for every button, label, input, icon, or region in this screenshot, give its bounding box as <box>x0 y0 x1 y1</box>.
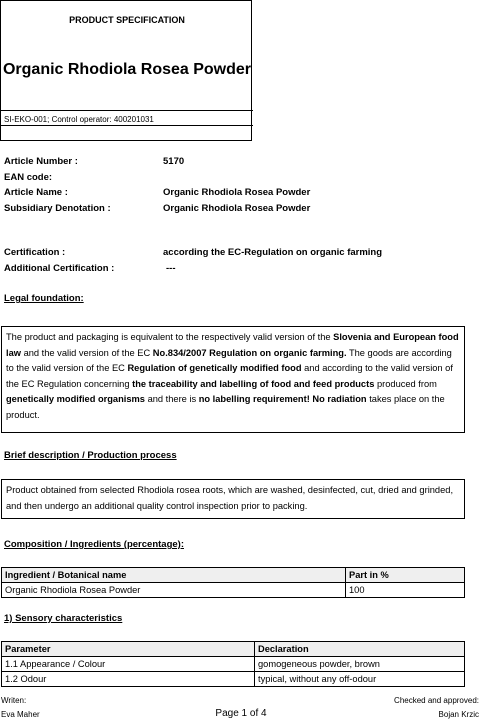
divider <box>1 125 253 126</box>
column-header-part: Part in % <box>346 568 465 583</box>
document-type: PRODUCT SPECIFICATION <box>69 15 185 25</box>
declaration-cell: typical, without any off-odour <box>255 672 465 687</box>
legal-foundation-heading: Legal foundation: <box>4 293 84 304</box>
certification-label: Certification : <box>4 247 66 258</box>
control-operator-line: SI-EKO-001; Control operator: 400201031 <box>4 115 154 124</box>
article-number-value: 5170 <box>163 156 185 167</box>
part-cell: 100 <box>346 583 465 598</box>
approver-name: Bojan Krzic <box>438 710 479 719</box>
subsidiary-value: Organic Rhodiola Rosea Powder <box>163 203 311 214</box>
author-name: Eva Maher <box>1 710 40 719</box>
composition-table <box>1 567 465 598</box>
column-header-ingredient: Ingredient / Botanical name <box>2 568 346 583</box>
parameter-cell: 1.2 Odour <box>2 672 255 687</box>
spec-header <box>0 0 252 141</box>
brief-description-heading: Brief description / Production process <box>4 450 177 461</box>
sensory-heading: 1) Sensory characteristics <box>4 613 123 624</box>
page-number: Page 1 of 4 <box>215 708 267 719</box>
table-row <box>2 583 465 598</box>
additional-certification-label: Additional Certification : <box>4 263 115 274</box>
subsidiary-label: Subsidiary Denotation : <box>4 203 111 214</box>
table-row <box>2 657 465 672</box>
brief-description-text: Product obtained from selected Rhodiola rosea roots, which are washed, desinfected, cut, dried and grinded, and then undergo an additional quality control inspection prior to packing. <box>1 479 465 519</box>
article-number-label: Article Number : <box>4 156 78 167</box>
written-label: Writen: <box>1 696 27 705</box>
ingredient-cell: Organic Rhodiola Rosea Powder <box>2 583 346 598</box>
table-row <box>2 672 465 687</box>
divider <box>1 110 253 111</box>
composition-heading: Composition / Ingredients (percentage): <box>4 539 184 550</box>
table-header-row <box>2 642 465 657</box>
approved-label: Checked and approved: <box>394 696 479 705</box>
ean-label: EAN code: <box>4 172 53 183</box>
product-title: Organic Rhodiola Rosea Powder <box>2 61 252 78</box>
column-header-parameter: Parameter <box>2 642 255 657</box>
certification-value: according the EC-Regulation on organic farming <box>163 247 383 258</box>
table-header-row <box>2 568 465 583</box>
declaration-cell: gomogeneous powder, brown <box>255 657 465 672</box>
sensory-table <box>1 641 465 687</box>
column-header-declaration: Declaration <box>255 642 465 657</box>
additional-certification-value: --- <box>166 263 176 274</box>
parameter-cell: 1.1 Appearance / Colour <box>2 657 255 672</box>
article-name-value: Organic Rhodiola Rosea Powder <box>163 187 311 198</box>
legal-foundation-text: The product and packaging is equivalent to the respectively valid version of the Slovenia and European food law and the valid version of the EC No.834/2007 Regulation on organic farming. The goods are according to the valid version of the EC Regulation of genetically modified food and according to the valid version of the EC Regulation concerning the traceability and labelling of food and feed products produced from genetically modified organisms and there is no labelling requirement! No radiation takes place on the product. <box>1 326 465 433</box>
article-name-label: Article Name : <box>4 187 68 198</box>
page-footer <box>0 694 482 720</box>
